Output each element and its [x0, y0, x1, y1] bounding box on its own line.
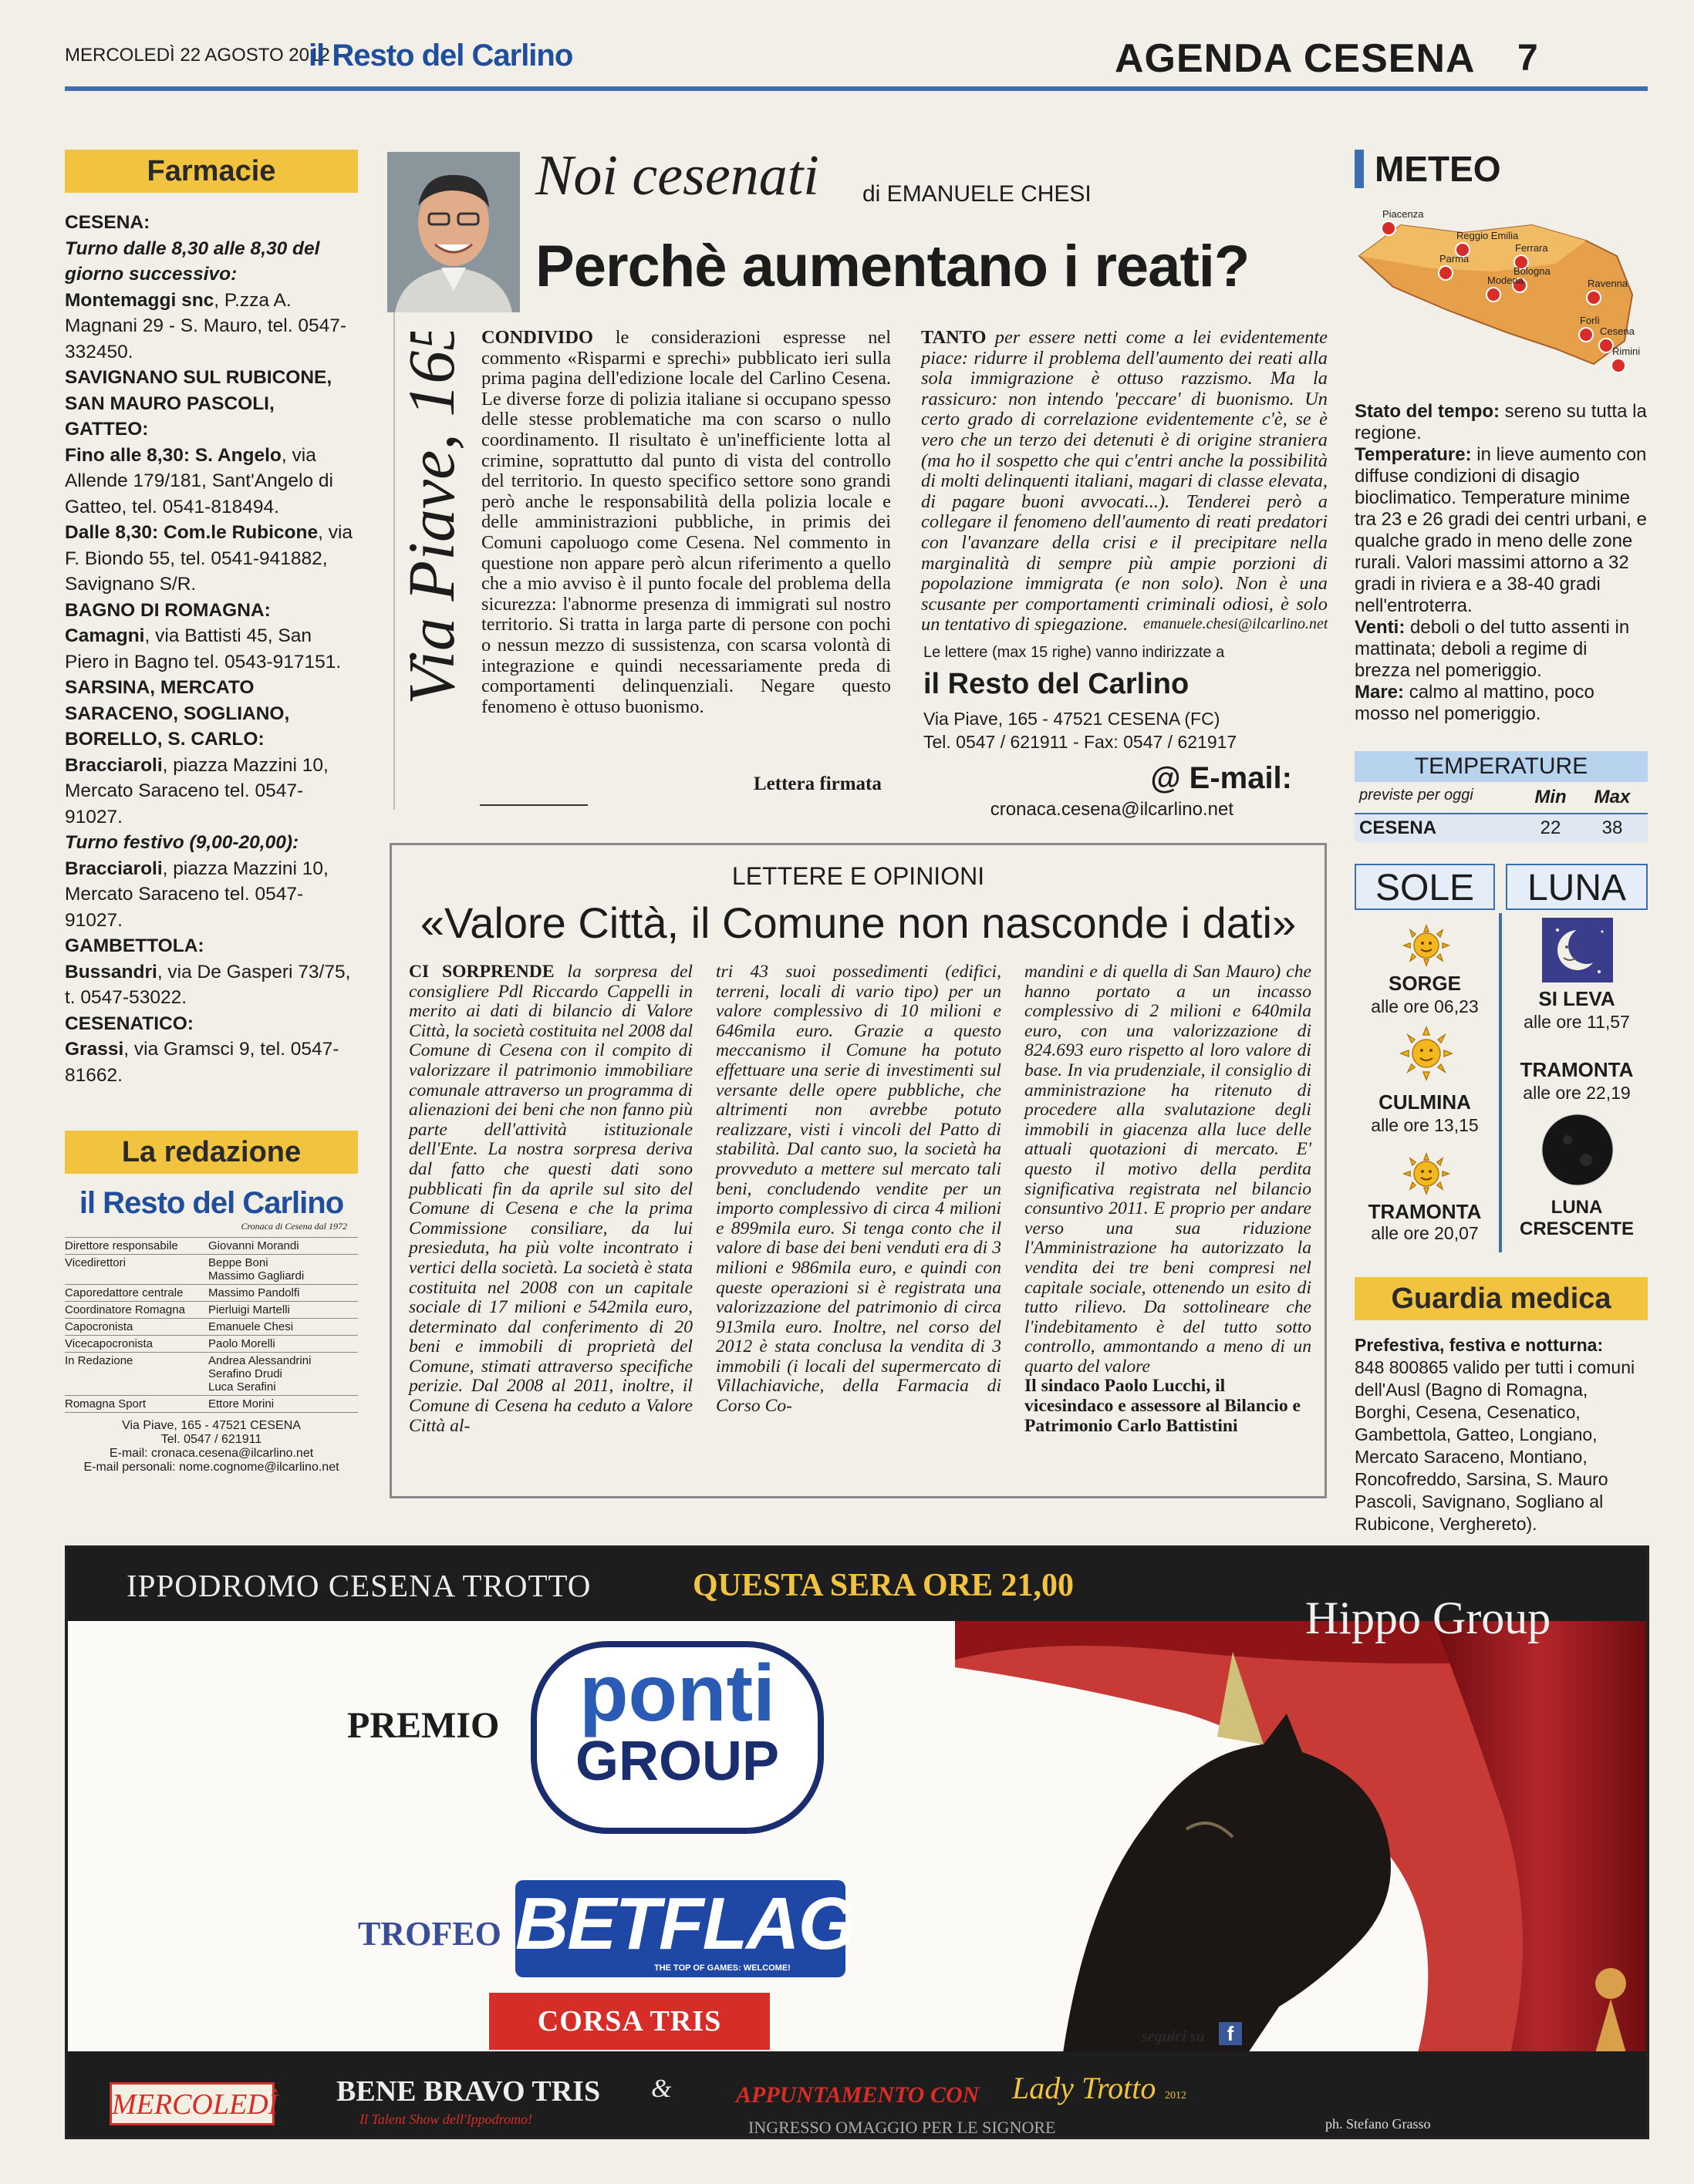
hippodrome-advertisement [65, 1545, 1649, 2139]
signature-rule [480, 804, 588, 806]
farmacia-entry [65, 210, 358, 236]
ad-ampersand: & [651, 2074, 672, 2103]
page-number: 7 [1517, 38, 1538, 79]
sorge-label: SORGE [1389, 972, 1461, 995]
staff-role: Capocronista [65, 1320, 133, 1333]
farmacia-entry [65, 365, 358, 443]
farmacia-entry [65, 623, 358, 675]
redazione-footer-line: Tel. 0547 / 621911 [160, 1433, 262, 1446]
meteo-section-text: sereno su tutta la regione. [1355, 401, 1647, 443]
temperature-row [1355, 814, 1648, 842]
opinion-byline: di EMANUELE CHESI [862, 181, 1092, 207]
temperature-max-label: Max [1594, 787, 1631, 807]
farmacia-town: CESENATICO: [65, 1013, 194, 1034]
farmacia-town: SARSINA, MERCATO SARACENO, SOGLIANO, BORELLO, S. CARLO: [65, 677, 290, 750]
meteo-section-label: Stato del tempo: [1355, 401, 1500, 422]
meteo-box [1355, 150, 1648, 725]
ad-betflag-tagline: THE TOP OF GAMES: WELCOME! [654, 1963, 791, 1973]
staff-name: Paolo Morelli [208, 1337, 275, 1350]
farmacia-town: CESENA: [65, 212, 150, 233]
farmacia-entry [65, 753, 358, 831]
redazione-footer [65, 1419, 358, 1475]
farmacia-name: Bussandri [65, 961, 157, 982]
temperature-min: 22 [1540, 817, 1561, 838]
ad-talent: Il Talent Show dell'Ippodromo! [359, 2112, 533, 2127]
meteo-city-label: Bologna [1513, 265, 1551, 277]
letter-body [481, 328, 891, 717]
send-email: cronaca.cesena@ilcarlino.net [990, 799, 1233, 820]
header-logo: il Resto del Carlino [309, 39, 573, 72]
farmacia-turno: Turno dalle 8,30 alle 8,30 del giorno successivo: [65, 238, 320, 285]
meteo-section-text: calmo al mattino, poco mosso nel pomeriggio. [1355, 682, 1594, 724]
ad-ponti-top: ponti [579, 1649, 776, 1738]
farmacia-town: SAVIGNANO SUL RUBICONE, SAN MAURO PASCOLI, GATTEO: [65, 367, 332, 440]
meteo-city-label: Ferrara [1515, 242, 1548, 254]
farmacia-name: Dalle 8,30: Com.le Rubicone [65, 522, 319, 543]
guardia-medica-box [1355, 1277, 1648, 1535]
lettere-signature: Il sindaco Paolo Lucchi, il vicesindaco e assessore al Bilancio e Patrimonio Carlo Battistini [1024, 1376, 1301, 1436]
send-instructions: Le lettere (max 15 righe) vanno indirizzate a [923, 644, 1225, 661]
facebook-icon[interactable]: f [1219, 2022, 1242, 2045]
sole-luna-divider [1499, 913, 1502, 1252]
staff-role: Direttore responsabile [65, 1239, 178, 1252]
sole-luna-box [1355, 864, 1648, 1249]
temperature-title: TEMPERATURE [1355, 751, 1648, 782]
letter-text: le considerazioni espresse nel commento «Risparmi e sprechi» pubblicato ieri sulla prima pagina dell'edizione locale del Carlino Cesena. Le diverse forze di polizia italiane si occupano spesso delle stesse problematiche ma con scarso o nullo coordinamento. Il risultato è un'inefficiente lotta al crimine, soprattutto dal punto di vista del controllo del territorio. In questo specifico settore sono grandi però anche le responsabilità della polizia locale e delle amministrazioni pubbliche, in primis dei Comuni capoluogo come Cesena. Nel commento in questione non appare però alcun riferimento a quello che a mio avviso è il punto focale del problema della sicurezza: l'abnorme presenza di immigrati sul nostro territorio. Si tratta in larga parte di persone con pochi o nessun mezzo di sussistenza, con scarsa volontà di integrazione e quindi necessariamente preda di comportamenti delinquenziali. Negare questo fenomeno è ottuso buonismo. [481, 327, 891, 717]
staff-name: Pierluigi Martelli [208, 1303, 290, 1316]
meteo-city-label: Reggio Emilia [1456, 230, 1519, 241]
lettere-headline: «Valore Città, il Comune non nasconde i dati» [420, 898, 1297, 947]
lettere-column-3 [1024, 962, 1311, 1436]
si-leva-label: SI LEVA [1538, 987, 1615, 1010]
farmacie-list [65, 210, 358, 1088]
farmacia-entry [65, 288, 358, 366]
reply-body [921, 328, 1328, 635]
ad-appuntamento: APPUNTAMENTO CON [736, 2082, 980, 2108]
staff-name: Emanuele Chesi [208, 1320, 294, 1333]
ad-hippo-logo: Hippo Group [1305, 1592, 1551, 1643]
ad-betflag-logo: BETFLAG [515, 1880, 845, 1977]
sun-icon [1399, 1023, 1453, 1088]
meteo-city-label: Parma [1439, 253, 1470, 265]
meteo-city-label: Forlì [1580, 315, 1600, 326]
lettere-col3-text: mandini e di quella di San Mauro) che hanno portato a un incasso complessivo di 2 milioni e 640mila euro, con una valorizzazione di 824.693 euro rispetto al loro valore di base. In via prudenziale, il consiglio di amministrazione ha ritenuto di procedere alla svalutazione degli immobili in giacenza alla luce delle attuali quotazioni di mercato. E' questo il motivo della perdita significativa registrata nel bilancio consuntivo 2011. E proprio per andare verso una sua riduzione l'Amministrazione ha autorizzato la vendita dei tre beni compresi nel capitale sociale, ottenendo un esito di tutto rilievo. Da sottolineare che l'indebitamento è del tutto sotto controllo, ammontando a meno di un quarto del valore [1024, 962, 1311, 1377]
author-photo [387, 152, 520, 312]
lettere-lead: CI SORPRENDE [409, 962, 555, 982]
meteo-section-label: Temperature: [1355, 444, 1472, 465]
meteo-city-label: Ravenna [1588, 278, 1628, 289]
temperature-subheader [1355, 782, 1648, 814]
send-address: Via Piave, 165 - 47521 CESENA (FC) [923, 709, 1220, 729]
staff-name: Giovanni Morandi [208, 1239, 299, 1252]
farmacia-entry [65, 443, 358, 521]
staff-row [65, 1396, 358, 1413]
meteo-city-label: Cesena [1600, 325, 1635, 337]
curtain-horse-image [955, 1621, 1649, 2053]
culmina-time: alle ore 13,15 [1371, 1115, 1479, 1135]
guardia-title: Guardia medica [1355, 1277, 1648, 1320]
moon-phase-label: LUNA CRESCENTE [1519, 1197, 1635, 1239]
reply-email: emanuele.chesi@ilcarlino.net [1143, 615, 1328, 632]
meteo-sun-marker [1382, 221, 1395, 235]
farmacia-name: Montemaggi snc [65, 289, 214, 311]
farmacia-entry [65, 933, 358, 959]
tramonta-sole-label: TRAMONTA [1368, 1200, 1482, 1223]
farmacia-address: , via Gramsci 9, tel. 0547-81662. [65, 1039, 339, 1086]
meteo-section [1355, 444, 1648, 617]
temperature-max: 38 [1601, 817, 1623, 838]
staff-role: Caporedattore centrale [65, 1286, 184, 1299]
staff-role: In Redazione [65, 1354, 133, 1367]
farmacia-name: Bracciaroli [65, 754, 163, 776]
sorge-time: alle ore 06,23 [1371, 996, 1479, 1016]
guardia-label: Prefestiva, festiva e notturna: [1355, 1335, 1604, 1355]
ad-corsa-tris: CORSA TRIS [489, 1993, 770, 2050]
farmacia-address: , via Battisti 45, San Piero in Bagno tel. 0543-917151. [65, 625, 342, 672]
lettere-column-2: tri 43 suoi possedimenti (edifici, terreni, locali di vario tipo) per un valore complessivo di 10 milioni e 646mila euro. Grazie a questo meccanismo il Comune ha potuto effettuare una serie di investimenti sul versante delle opere pubbliche, che altrimenti non avrebbe potuto realizzare, visti i vincoli del Patto di stabilità. Dal canto suo, la società ha provveduto a mettere sul mercato tali beni, concludendo vendite per un importo complessivo di circa 4 milioni e 899mila euro. Si tenga conto che il valore di base dei beni venduti era di 3 milioni e 986mila euro, e quindi con queste operazioni si è registrata una valorizzazione del patrimonio di circa 913mila euro. Inoltre, nel corso del 2012 è stata conclusa la vendita di 3 immobili (i locali del supermercato di Villachiaviche, della Farmacia di Corso Co- [716, 962, 1001, 1417]
farmacia-address: , piazza Mazzini 10, Mercato Saraceno tel. 0547-91027. [65, 858, 329, 931]
meteo-city-label: Piacenza [1382, 208, 1424, 220]
meteo-sun-marker [1611, 359, 1625, 372]
farmacia-address: , via Allende 179/181, Sant'Angelo di Gatteo, tel. 0541-818494. [65, 444, 333, 517]
ad-ponti-logo [531, 1641, 824, 1834]
lettere-kicker: LETTERE E OPINIONI [731, 862, 985, 890]
temperature-min-label: Min [1534, 787, 1567, 807]
tramonta-luna-label: TRAMONTA [1520, 1058, 1634, 1081]
staff-name: Beppe Boni Massimo Gagliardi [208, 1256, 305, 1282]
send-logo: il Resto del Carlino [923, 668, 1190, 700]
ad-ingresso: INGRESSO OMAGGIO PER LE SIGNORE [748, 2118, 1056, 2137]
meteo-sun-marker [1599, 339, 1613, 352]
redazione-footer-line: E-mail: cronaca.cesena@ilcarlino.net [109, 1447, 314, 1460]
staff-name: Andrea Alessandrini Serafino Drudi Luca Serafini [208, 1354, 312, 1394]
meteo-city-label: Rimini [1612, 345, 1641, 357]
ad-stasera: QUESTA SERA ORE 21,00 [693, 1568, 1075, 1603]
farmacia-name: Grassi [65, 1039, 124, 1060]
ad-premio: PREMIO [347, 1705, 500, 1746]
temperature-city: CESENA [1359, 817, 1437, 838]
staff-role: Vicedirettori [65, 1256, 126, 1269]
redazione-title: La redazione [65, 1131, 358, 1174]
ad-lady-trotto: Lady Trotto [1012, 2071, 1156, 2105]
staff-row [65, 1302, 358, 1319]
send-letters-box [923, 644, 1324, 821]
letter-lead: CONDIVIDO [481, 327, 593, 348]
letter-signature: Lettera firmata [754, 774, 882, 794]
farmacia-address: , piazza Mazzini 10, Mercato Saraceno tel. 0547-91027. [65, 754, 329, 827]
send-email-label: @ E-mail: [1150, 761, 1292, 795]
opinion-headline: Perchè aumentano i reati? [535, 234, 1250, 299]
via-piave-text: Via Piave, 165 [394, 332, 468, 705]
section-title: AGENDA CESENA [1115, 36, 1476, 81]
ad-photo-credit: ph. Stefano Grasso [1325, 2116, 1431, 2132]
meteo-title: METEO [1355, 150, 1648, 188]
header-date: MERCOLEDÌ 22 AGOSTO 2012 [65, 45, 330, 66]
meteo-section-text: deboli o del tutto assenti in mattinata; deboli a regime di brezza nel pomeriggio. [1355, 617, 1630, 681]
meteo-section [1355, 682, 1648, 725]
staff-row [65, 1319, 358, 1336]
guardia-body: 848 800865 valido per tutti i comuni dell'Ausl (Bagno di Romagna, Borghi, Cesena, Cesenatico, Gambettola, Gatteo, Longiano, Mercato Saraceno, Montiano, Roncofreddo, Sarsina, S. Mauro Pascoli, Savignano, Sogliano al Rubicone, Verghereto). [1355, 1357, 1635, 1534]
meteo-section [1355, 401, 1648, 444]
meteo-section [1355, 617, 1648, 682]
meteo-sun-marker [1439, 266, 1453, 280]
farmacia-entry [65, 236, 358, 288]
si-leva-time: alle ore 11,57 [1524, 1012, 1630, 1032]
redazione-footer-line: E-mail personali: nome.cognome@ilcarlino.net [83, 1461, 339, 1474]
staff-role: Coordinatore Romagna [65, 1303, 185, 1316]
farmacia-name: Bracciaroli [65, 858, 163, 879]
farmacia-address: , via F. Biondo 55, tel. 0541-941882, Savignano S/R. [65, 522, 353, 595]
ad-ippodromo: IPPODROMO CESENA TROTTO [127, 1568, 592, 1603]
staff-row [65, 1255, 358, 1285]
redazione-box [65, 1131, 358, 1475]
sun-icon [1399, 922, 1453, 972]
staff-row [65, 1285, 358, 1302]
farmacie-title: Farmacie [65, 150, 358, 193]
farmacie-box [65, 150, 358, 1088]
farmacia-address: , P.zza A. Magnani 29 - S. Mauro, tel. 0547-332450. [65, 289, 346, 362]
reply-text: per essere netti come a lei evidentemente piace: ridurre il problema dell'aumento dei reati alla sola immigrazione è ottuso razzismo. Ma la rassicuro: non intendo 'peccare' di buonismo. Un certo grado di correlazione evidentemente c'è, se è vero che un terzo dei detenuti è di origine straniera (ma ho il sospetto che qui c'entri anche la possibilità di molti delinquenti italiani, magari di classe elevata, di pagare buoni avvocati...). Tenderei però a collegare il fenomeno dell'aumento di reati predatori con l'avanzare della crisi e il precipitare nella marginalità di sempre più ampie porzioni di popolazione immigrata (e non solo). Non è una scusante per comportamenti criminali odiosi, è solo un tentativo di spiegazione. [921, 327, 1328, 635]
ad-ponti-bottom: GROUP [575, 1731, 780, 1792]
meteo-section-label: Mare: [1355, 682, 1405, 703]
meteo-sun-marker [1587, 291, 1601, 305]
farmacia-entry [65, 856, 358, 934]
farmacia-entry [65, 598, 358, 624]
redazione-logo-sub: Cronaca di Cesena dal 1972 [241, 1221, 347, 1232]
luna-title: LUNA [1506, 864, 1648, 910]
farmacia-entry [65, 675, 358, 753]
send-address-block [923, 707, 1324, 753]
farmacia-entry [65, 830, 358, 856]
guardia-text [1355, 1334, 1648, 1535]
farmacia-turno: Turno festivo (9,00-20,00): [65, 832, 299, 853]
lettere-column-1 [409, 962, 693, 1436]
staff-name: Massimo Pandolfi [208, 1286, 300, 1299]
staff-role: Romagna Sport [65, 1397, 147, 1410]
meteo-section-label: Venti: [1355, 617, 1405, 638]
temperature-table [1355, 751, 1648, 842]
farmacia-name: Camagni [65, 625, 145, 646]
ad-lady-year: 2012 [1165, 2090, 1186, 2101]
redazione-staff-list [65, 1237, 358, 1413]
meteo-section-text: in lieve aumento con diffuse condizioni di disagio bioclimatico. Temperature minime tra 23 e 26 gradi dei centri urbani, e qualche grado in meno delle zone rurali. Valori massimi attorno a 32 gradi in riviera e a 38-40 gradi nell'entroterra. [1355, 444, 1647, 616]
ad-trofeo: TROFEO [358, 1915, 501, 1953]
meteo-sun-marker [1579, 328, 1593, 342]
header-rule [65, 86, 1648, 91]
farmacia-town: GAMBETTOLA: [65, 935, 204, 956]
ad-seguici: seguici su [1142, 2028, 1205, 2045]
farmacia-town: BAGNO DI ROMAGNA: [65, 599, 271, 621]
staff-row [65, 1353, 358, 1396]
meteo-map [1355, 194, 1648, 379]
staff-row [65, 1336, 358, 1353]
lettere-col1-text: la sorpresa del consigliere Pdl Riccardo Cappelli in merito ai dati di bilancio di Valore Città, la società costituita nel 2008 dal Comune di Cesena con il compito di valorizzare il patrimonio immobiliare comunale attraverso un programma di alienazioni dei beni che non fanno più parte dell'attività istituzionale dell'Ente. La nostra sorpresa deriva dal fatto che questi dati sono pubblicati fin da aprile sul sito del Comune di Cesena e che la prima Commissione consiliare, da lui presieduta, ha più volte incontrato i vertici della società. La società è stata costituita nel 2008 con un capitale sociale di 17 milioni e 542mila euro, determinato dal conferimento di 20 beni e immobili di proprietà del Comune, stimati attraverso specifiche perizie. Dal 2008 al 2011, inoltre, il Comune di Cesena ha ceduto a Valore Città al- [409, 962, 693, 1436]
farmacia-entry [65, 959, 358, 1011]
temperature-sub-label: previste per oggi [1359, 787, 1473, 804]
redazione-footer-line: Via Piave, 165 - 47521 CESENA [122, 1419, 301, 1432]
meteo-city-label: Modena [1487, 275, 1524, 286]
via-piave-vertical [387, 332, 472, 709]
staff-role: Vicecapocronista [65, 1337, 153, 1350]
sun-icon [1399, 1151, 1453, 1201]
farmacia-name: Fino alle 8,30: S. Angelo [65, 444, 282, 466]
farmacia-address: , via De Gasperi 73/75, t. 0547-53022. [65, 961, 351, 1008]
farmacia-entry [65, 1011, 358, 1037]
moon-phase-icon [1537, 1109, 1618, 1195]
meteo-sun-marker [1486, 288, 1500, 302]
redazione-logo: il Resto del Carlino [79, 1186, 344, 1220]
farmacia-entry [65, 520, 358, 598]
send-phone: Tel. 0547 / 621911 - Fax: 0547 / 621917 [923, 732, 1237, 752]
meteo-text [1355, 401, 1648, 725]
lettere-box [390, 843, 1327, 1498]
culmina-label: CULMINA [1378, 1090, 1471, 1114]
reply-lead: TANTO [921, 327, 987, 348]
moon-rise-icon [1542, 918, 1613, 982]
tramonta-sole-time: alle ore 20,07 [1371, 1223, 1479, 1243]
opinion-kicker: Noi cesenati [535, 144, 819, 207]
staff-name: Ettore Morini [208, 1397, 275, 1410]
tramonta-luna-time: alle ore 22,19 [1523, 1083, 1631, 1103]
staff-row [65, 1238, 358, 1255]
sole-title: SOLE [1355, 864, 1495, 910]
ad-mercoledi: MERCOLEDÌ [110, 2082, 275, 2125]
ad-bene-bravo-tris: BENE BRAVO TRIS [336, 2075, 601, 2108]
farmacia-entry [65, 1036, 358, 1088]
